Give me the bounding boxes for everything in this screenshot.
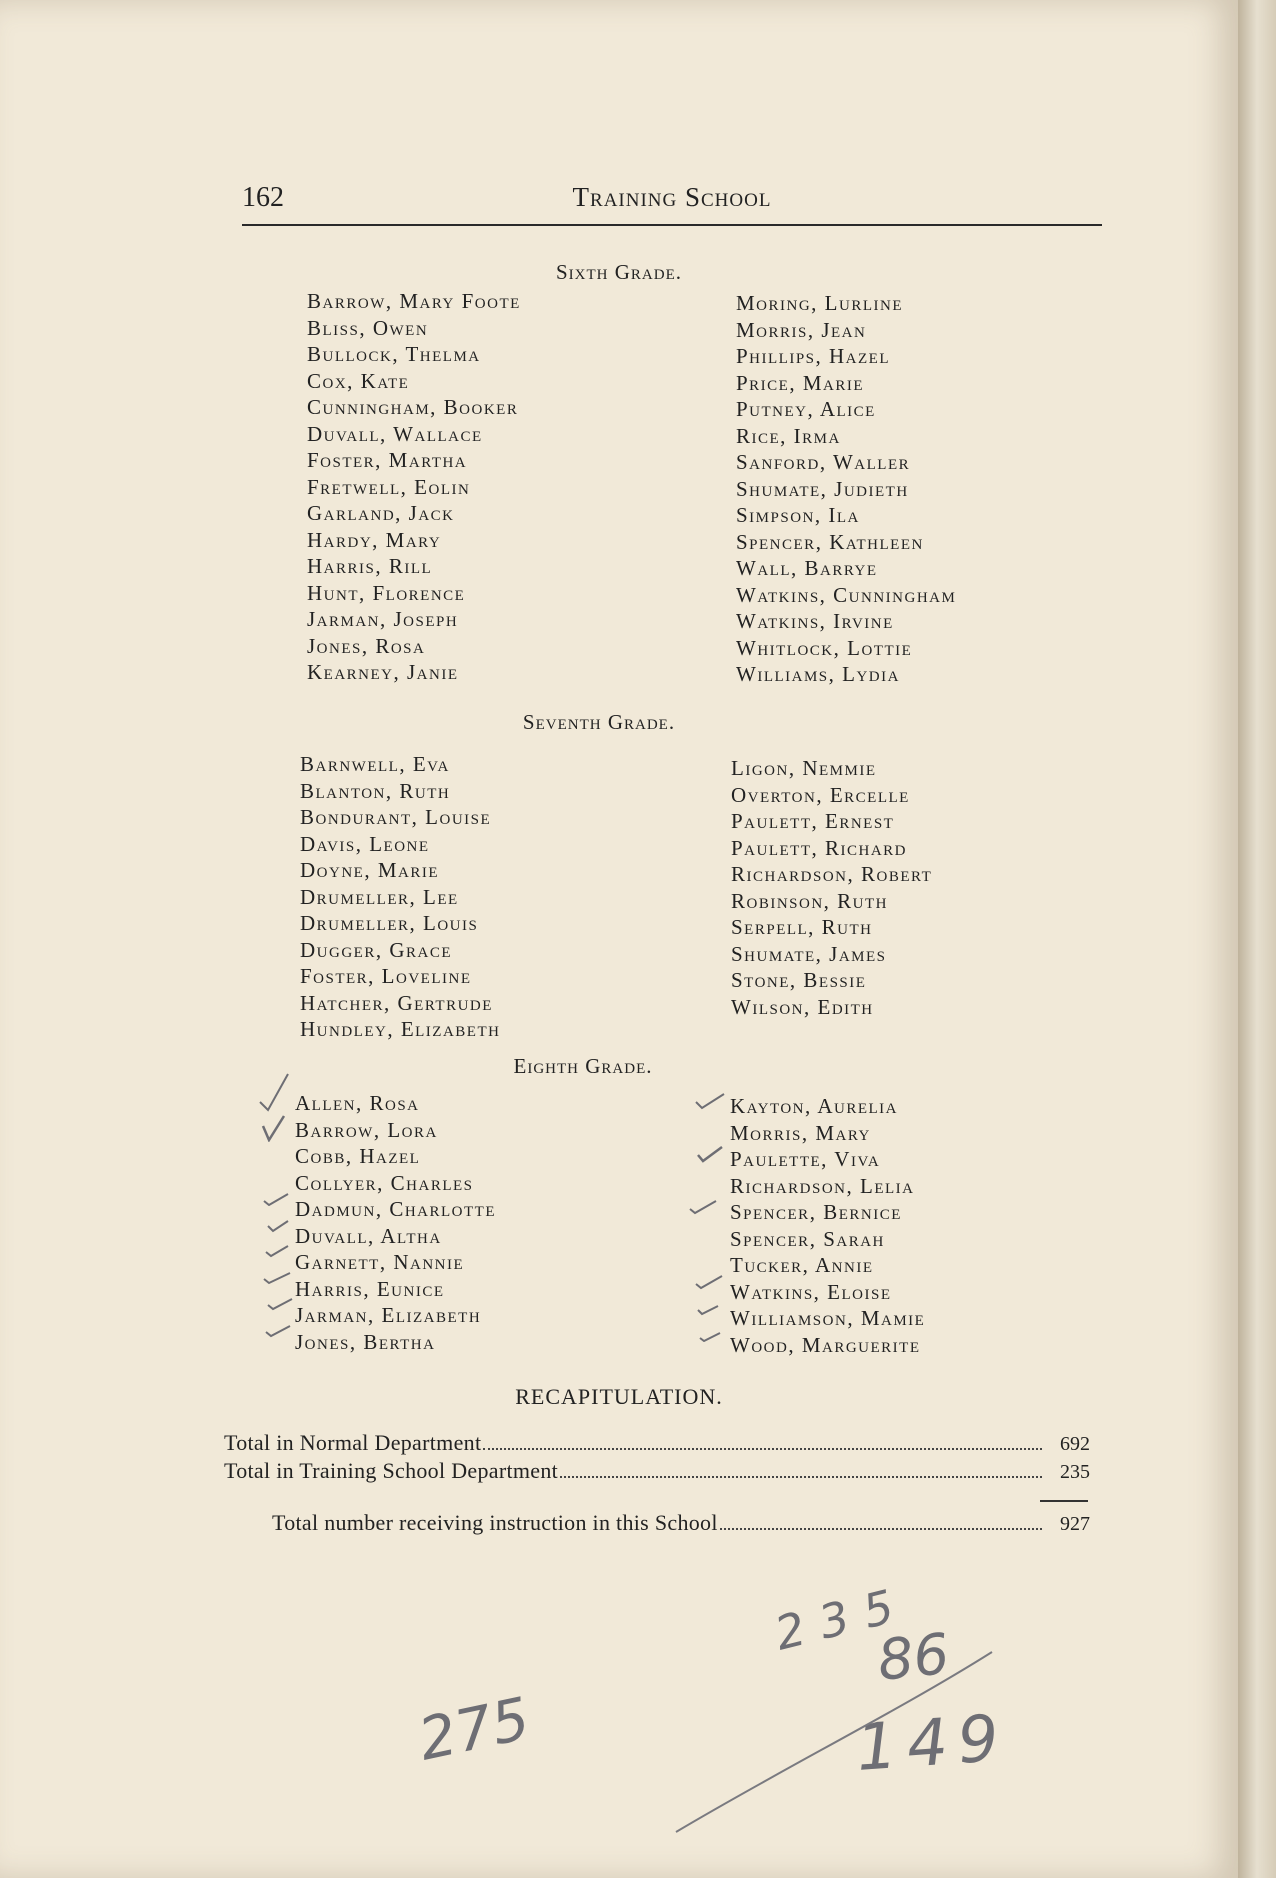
student-name: Serpell, Ruth: [731, 915, 873, 939]
student-name: Harris, Rill: [307, 554, 433, 578]
student-name: Price, Marie: [736, 370, 865, 395]
student-name: Richardson, Lelia: [730, 1173, 915, 1198]
student-name: Morris, Mary: [730, 1120, 871, 1145]
student-name: Rice, Irma: [736, 423, 841, 448]
student-name: Tucker, Annie: [730, 1253, 874, 1277]
student-name: Moring, Lurline: [736, 291, 903, 315]
student-name: Jarman, Elizabeth: [295, 1303, 482, 1327]
student-name: Blanton, Ruth: [300, 778, 451, 803]
student-name: Shumate, Judieth: [736, 476, 909, 501]
student-name: Ligon, Nemmie: [731, 756, 877, 780]
student-name: Watkins, Cunningham: [736, 582, 957, 607]
page-edge: [1238, 0, 1276, 1878]
handwritten-note-235: 235: [769, 1575, 915, 1661]
student-name: Dugger, Grace: [300, 937, 453, 962]
student-name: Whitlock, Lottie: [736, 635, 913, 660]
student-name: Stone, Bessie: [731, 968, 867, 992]
recap-label: Total in Normal Department: [224, 1430, 482, 1455]
student-name: Drumeller, Louis: [300, 911, 479, 935]
student-name: Richardson, Robert: [731, 862, 933, 886]
student-name: Williams, Lydia: [736, 662, 900, 686]
student-name: Garnett, Nannie: [295, 1250, 465, 1274]
page-number: 162: [242, 182, 284, 213]
handwritten-note-149: 149: [853, 1701, 1011, 1786]
student-name: Paulette, Viva: [730, 1147, 881, 1171]
student-name: Hardy, Mary: [307, 527, 442, 552]
student-name: Paulett, Ernest: [731, 809, 895, 833]
student-name: Foster, Loveline: [300, 964, 472, 988]
recap-total-label: Total number receiving instruction in this School: [272, 1510, 718, 1535]
student-name: Jones, Rosa: [307, 633, 426, 658]
student-name: Bondurant, Louise: [300, 805, 492, 829]
student-name: Putney, Alice: [736, 397, 876, 421]
student-name: Cox, Kate: [307, 368, 410, 393]
eighth-grade-heading: Eighth Grade.: [513, 1054, 653, 1078]
recapitulation-heading: RECAPITULATION.: [515, 1384, 723, 1409]
student-name: Morris, Jean: [736, 317, 867, 342]
running-title: Training School: [572, 182, 772, 212]
student-name: Hatcher, Gertrude: [300, 990, 493, 1015]
student-name: Hunt, Florence: [307, 580, 466, 605]
student-name: Barrow, Lora: [295, 1117, 438, 1142]
student-name: Harris, Eunice: [295, 1276, 445, 1301]
student-name: Bullock, Thelma: [307, 342, 481, 366]
student-name: Spencer, Bernice: [730, 1200, 902, 1224]
student-name: Barrow, Mary Foote: [307, 289, 521, 313]
student-name: Fretwell, Eolin: [307, 474, 471, 499]
student-name: Cobb, Hazel: [295, 1144, 421, 1168]
student-name: Foster, Martha: [307, 448, 468, 472]
student-name: Kayton, Aurelia: [730, 1094, 899, 1118]
student-name: Kearney, Janie: [307, 660, 459, 684]
student-name: Sanford, Waller: [736, 450, 911, 474]
student-name: Davis, Leone: [300, 831, 430, 856]
student-name: Duvall, Wallace: [307, 421, 483, 446]
student-name: Wood, Marguerite: [730, 1332, 921, 1357]
student-name: Collyer, Charles: [295, 1170, 474, 1195]
sixth-grade-heading: Sixth Grade.: [556, 260, 682, 284]
student-name: Watkins, Irvine: [736, 609, 894, 633]
student-name: Williamson, Mamie: [730, 1306, 926, 1330]
student-name: Jones, Bertha: [295, 1329, 436, 1354]
student-name: Doyne, Marie: [300, 858, 439, 882]
student-name: Jarman, Joseph: [307, 607, 459, 631]
recap-value: 692: [1060, 1433, 1090, 1455]
student-name: Robinson, Ruth: [731, 888, 889, 913]
recap-value: 235: [1060, 1461, 1090, 1483]
student-name: Garland, Jack: [307, 501, 455, 525]
seventh-grade-heading: Seventh Grade.: [522, 710, 676, 734]
student-name: Drumeller, Lee: [300, 884, 459, 909]
handwritten-note-275: 275: [412, 1684, 536, 1774]
student-name: Spencer, Kathleen: [736, 529, 924, 554]
recap-total-value: 927: [1060, 1513, 1090, 1535]
student-name: Duvall, Altha: [295, 1223, 442, 1248]
student-name: Shumate, James: [731, 941, 887, 966]
student-name: Simpson, Ila: [736, 503, 860, 527]
student-name: Hundley, Elizabeth: [300, 1017, 501, 1041]
student-name: Paulett, Richard: [731, 835, 908, 860]
student-name: Wall, Barrye: [736, 556, 878, 580]
student-name: Barnwell, Eva: [300, 752, 450, 776]
student-name: Overton, Ercelle: [731, 782, 910, 807]
student-name: Allen, Rosa: [295, 1091, 420, 1115]
student-name: Wilson, Edith: [731, 994, 874, 1019]
student-name: Watkins, Eloise: [730, 1279, 892, 1304]
student-name: Spencer, Sarah: [730, 1226, 885, 1251]
student-name: Cunningham, Booker: [307, 395, 519, 419]
student-name: Dadmun, Charlotte: [295, 1197, 496, 1221]
handwritten-note-86: 86: [874, 1621, 953, 1694]
student-name: Bliss, Owen: [307, 315, 429, 340]
recap-label: Total in Training School Department: [224, 1458, 559, 1483]
student-name: Phillips, Hazel: [736, 344, 890, 368]
